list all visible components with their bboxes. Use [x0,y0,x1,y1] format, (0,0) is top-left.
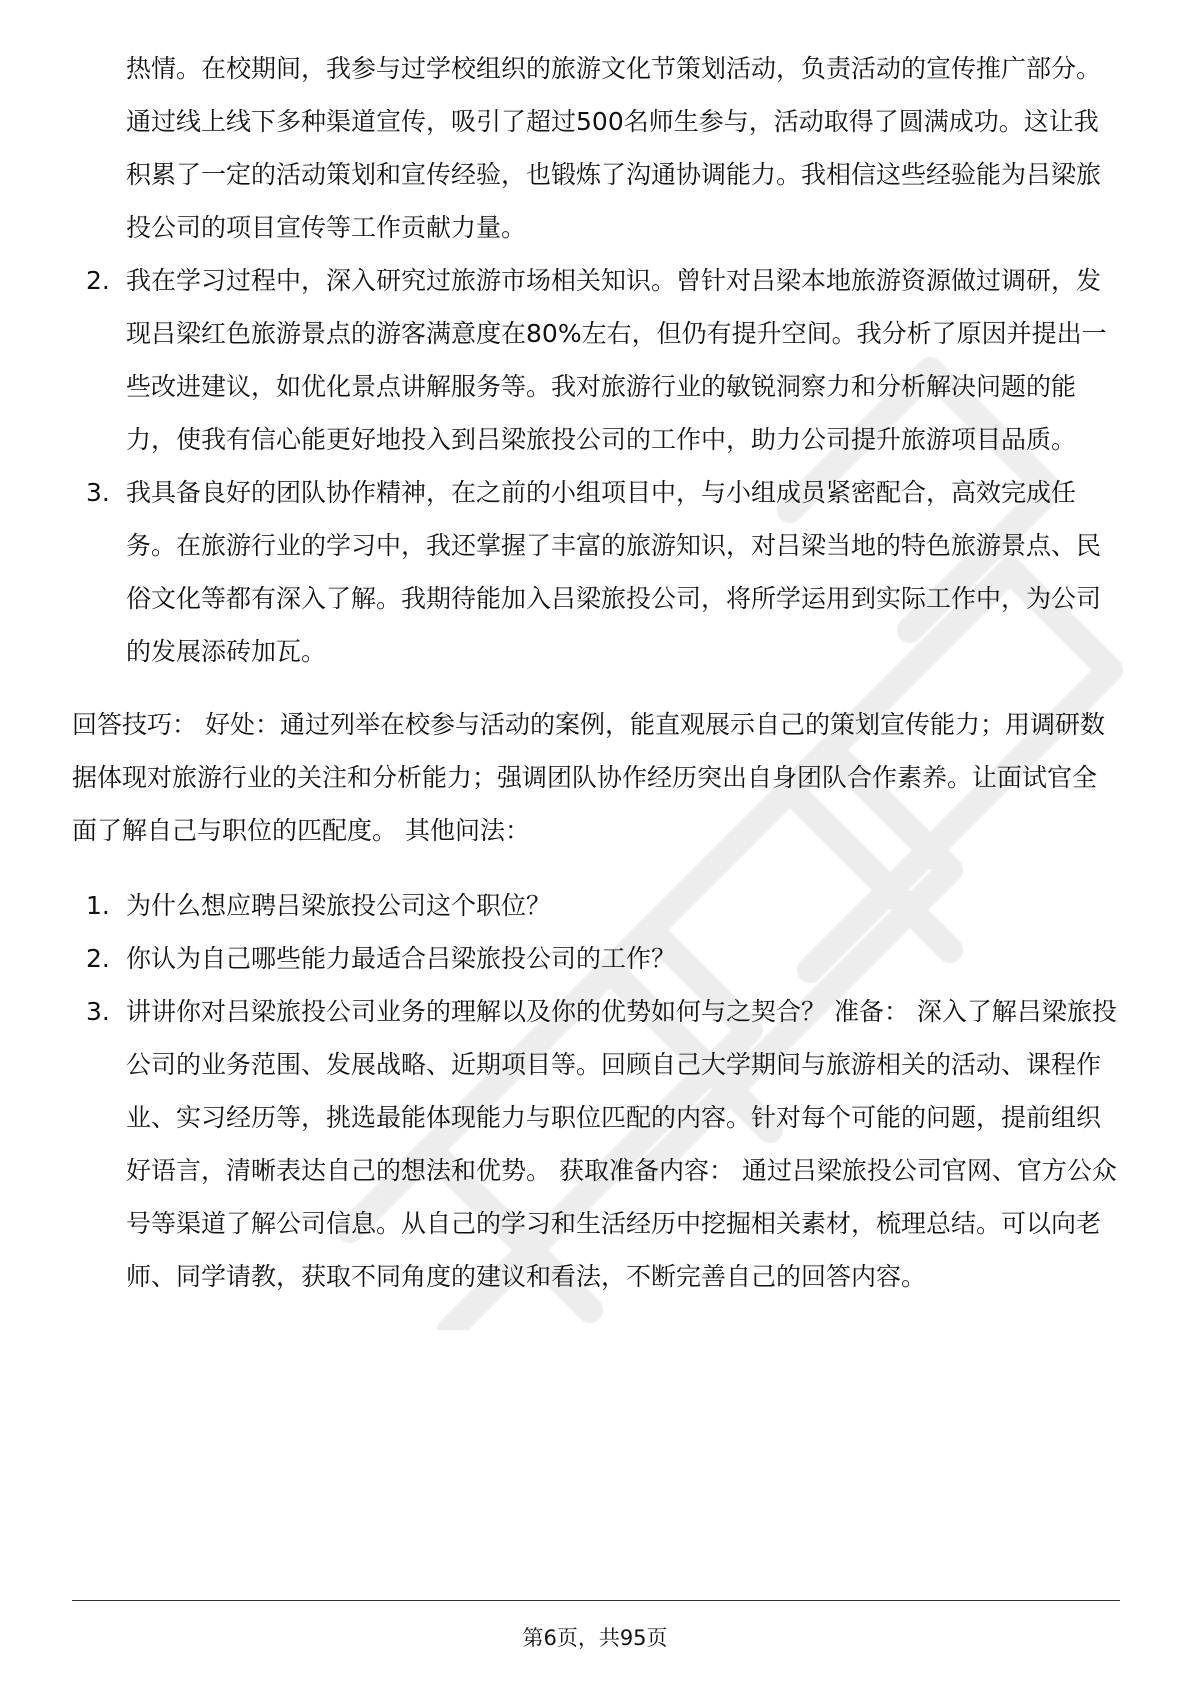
list-item-number: 1. [86,891,110,920]
list-item-text: 为什么想应聘吕梁旅投公司这个职位？ [126,891,552,920]
list-item-text: 讲讲你对吕梁旅投公司业务的理解以及你的优势如何与之契合？ 准备： 深入了解吕梁旅投公司的业务范围、发展战略、近期项目等。回顾自己大学期间与旅游相关的活动、课程作业、实习经历等，挑选最能体现能力与职位匹配的内容。针对每个可能的问题，提前组织好语言，清晰表达自己的想法和优势。 获取准备内容： 通过吕梁旅投公司官网、官方公众号等渠道了解公司信息。从自己的学习和生活经历中挖掘相关素材，梳理总结。可以向老师、同学请教，获取不同角度的建议和看法，不断完善自己的回答内容。 [126,997,1117,1291]
list-item-text: 热情。在校期间，我参与过学校组织的旅游文化节策划活动，负责活动的宣传推广部分。通过线上线下多种渠道宣传，吸引了超过500名师生参与，活动取得了圆满成功。这让我积累了一定的活动策划和宣传经验，也锻炼了沟通协调能力。我相信这些经验能为吕梁旅投公司的项目宣传等工作贡献力量。 [126,54,1102,242]
list-item-number: 3. [86,997,110,1026]
list-item-number: 2. [86,944,110,973]
page-number: 第6页，共95页 [522,1626,668,1650]
footer-divider [72,1600,1120,1601]
list-item-number: 2. [86,266,110,295]
list-item-text: 我具备良好的团队协作精神，在之前的小组项目中，与小组成员紧密配合，高效完成任务。在旅游行业的学习中，我还掌握了丰富的旅游知识，对吕梁当地的特色旅游景点、民俗文化等都有深入了解。我期待能加入吕梁旅投公司，将所学运用到实际工作中，为公司的发展添砖加瓦。 [126,478,1102,666]
answer-list [72,42,1120,678]
list-item [72,932,1120,985]
other-questions-list [72,879,1120,1303]
list-item-text: 你认为自己哪些能力最适合吕梁旅投公司的工作？ [126,944,677,973]
list-item-continuation [72,42,1120,254]
list-item [72,466,1120,678]
list-item [72,985,1120,1303]
tips-paragraph: 回答技巧： 好处：通过列举在校参与活动的案例，能直观展示自己的策划宣传能力；用调研数据体现对旅游行业的关注和分析能力；强调团队协作经历突出自身团队合作素养。让面试官全面了解自己与职位的匹配度。 其他问法： [72,710,1105,845]
list-item [72,254,1120,466]
list-item [72,879,1120,932]
list-item-text: 我在学习过程中，深入研究过旅游市场相关知识。曾针对吕梁本地旅游资源做过调研，发现吕梁红色旅游景点的游客满意度在80%左右，但仍有提升空间。我分析了原因并提出一些改进建议，如优化景点讲解服务等。我对旅游行业的敏锐洞察力和分析解决问题的能力，使我有信心能更好地投入到吕梁旅投公司的工作中，助力公司提升旅游项目品质。 [126,266,1107,454]
list-item-number: 3. [86,478,110,507]
main-content [72,42,1120,1303]
